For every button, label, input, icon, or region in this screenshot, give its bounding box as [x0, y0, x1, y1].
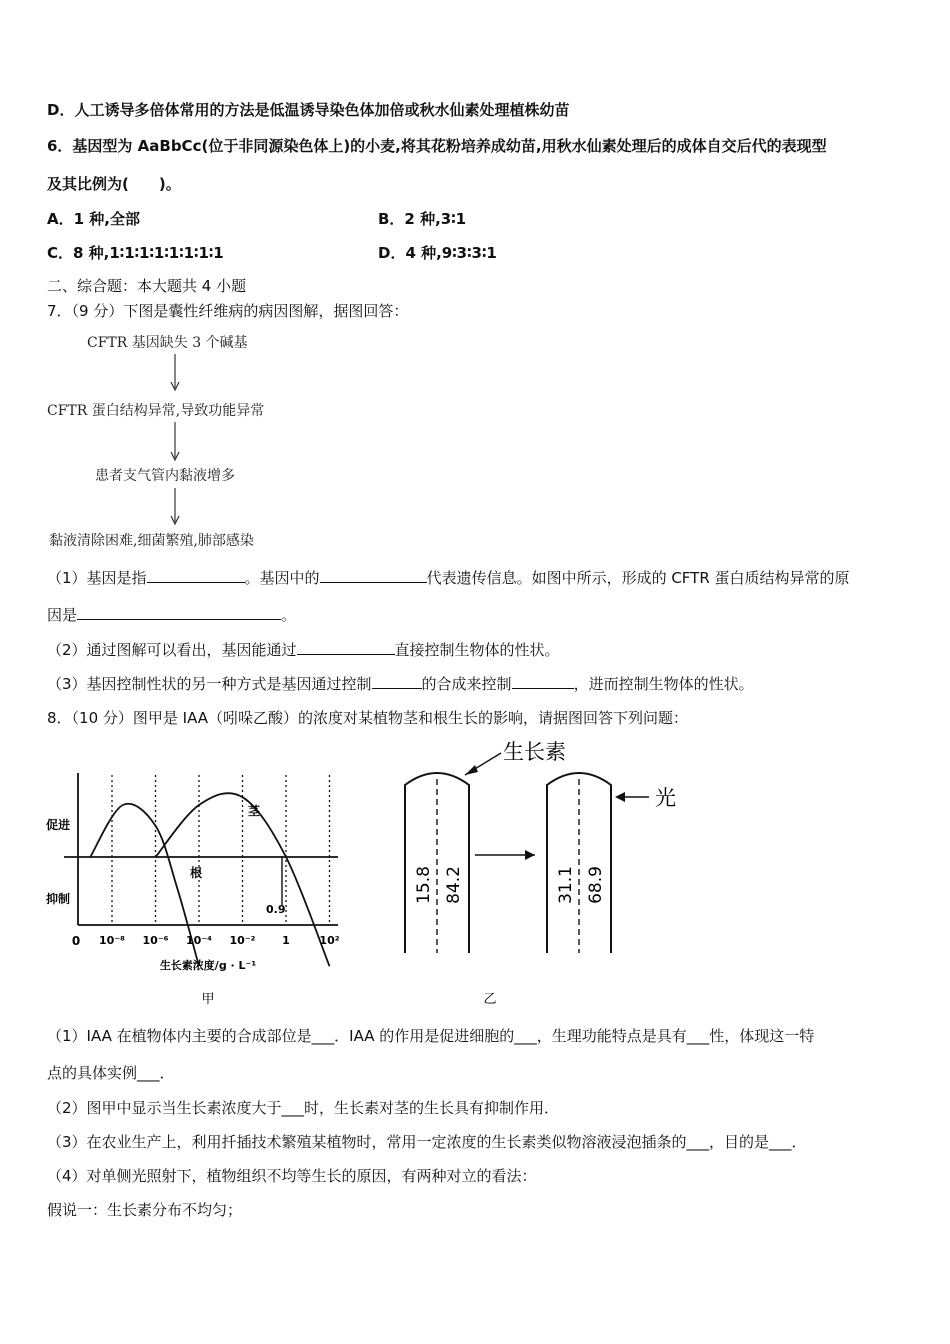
blank-5[interactable] [372, 673, 422, 689]
gridlines [112, 775, 330, 925]
blank-3[interactable] [77, 604, 281, 620]
q8-part3: （3）在农业生产上，利用扦插技术繁殖某植物时，常用一定浓度的生长素类似物溶液浸泡插条的___，目的是___． [47, 1133, 807, 1151]
q6-stem-line2: 及其比例为( )。 [47, 175, 181, 193]
q6-option-d: D．4 种,9∶3∶3∶1 [378, 244, 497, 262]
q7-p2-text-a: （2）通过图解可以看出，基因能通过 [47, 641, 297, 659]
q7-part2 [47, 639, 560, 660]
x-axis-label: 生长素浓度/g · L⁻¹ [159, 959, 257, 972]
flow-arrow-3 [169, 488, 181, 526]
y-label-promote: 促进 [46, 818, 71, 832]
figure-jia-chart [40, 735, 360, 1015]
q7-part1-line1 [47, 567, 850, 588]
q7-p1-text-c: 代表遗传信息。如图中所示，形成的 CFTR 蛋白质结构异常的原 [426, 569, 850, 587]
y-label-inhibit: 抑制 [46, 892, 71, 906]
q7-part1-line2 [47, 604, 296, 625]
x-tick-label: 1 [282, 934, 290, 947]
figure-yi-diagram [395, 735, 695, 1015]
transition-arrowhead [525, 850, 535, 860]
q8-part2: （2）图甲中显示当生长素浓度大于___时，生长素对茎的生长具有抑制作用． [47, 1099, 560, 1117]
light-arrowhead [615, 792, 625, 802]
root-label: 根 [190, 866, 203, 880]
origin-label: 0 [71, 934, 81, 948]
x-tick-label: 10⁻⁶ [142, 934, 169, 947]
stem-label: 茎 [248, 804, 261, 818]
q8-stem: 8．（10 分）图甲是 IAA（吲哚乙酸）的浓度对某植物茎和根生长的影响，请据图回答下列问题： [47, 709, 689, 727]
left-value-2: 84.2 [444, 866, 464, 904]
left-value-1: 15.8 [414, 866, 434, 904]
q6-option-b: B．2 种,3∶1 [378, 210, 467, 228]
blank-1[interactable] [147, 567, 245, 583]
flow-step-1: CFTR 基因缺失 3 个碱基 [87, 335, 248, 351]
q7-p3-text-c: ，进而控制生物体的性状。 [573, 675, 754, 693]
q7-p3-text-a: （3）基因控制性状的另一种方式是基因通过控制 [47, 675, 372, 693]
q7-p2-text-b: 直接控制生物体的性状。 [394, 641, 560, 659]
figure-yi-caption: 乙 [483, 992, 497, 1007]
figure-jia-caption: 甲 [201, 992, 215, 1007]
q8-hypothesis1: 假说一：生长素分布不均匀； [47, 1201, 243, 1219]
marker-label: 0.9 [266, 903, 286, 916]
right-value-2: 68.9 [586, 866, 606, 904]
x-tick-label: 10⁻⁸ [99, 934, 125, 947]
q8-part4: （4）对单侧光照射下，植物组织不均等生长的原因，有两种对立的看法： [47, 1167, 537, 1185]
flow-step-2: CFTR 蛋白结构异常,导致功能异常 [47, 403, 265, 419]
flow-step-3: 患者支气管内黏液增多 [95, 468, 235, 484]
section-title: 二、综合题：本大题共 4 小题 [47, 277, 247, 295]
flow-arrow-2 [169, 422, 181, 462]
q6-option-c: C．8 种,1∶1∶1∶1∶1∶1∶1∶1 [47, 244, 224, 262]
q8-part1-line1: （1）IAA 在植物体内主要的合成部位是___．IAA 的作用是促进细胞的___，生理功能特点是具有___性，体现这一特 [47, 1027, 815, 1045]
q7-flow-diagram [47, 330, 307, 550]
q7-p1-text-d: 因是 [47, 606, 78, 624]
x-tick-label: 10² [319, 934, 340, 947]
q7-p1-text-a: （1）基因是指 [47, 569, 147, 587]
x-tick-label: 10⁻⁴ [186, 934, 212, 947]
q6-stem-line1: 6．基因型为 AaBbCc(位于非同源染色体上)的小麦,将其花粉培养成幼苗,用秋水仙素处理后的成体自交后代的表现型 [47, 137, 827, 155]
q6-option-a: A．1 种,全部 [47, 210, 140, 228]
flow-step-4: 黏液清除困难,细菌繁殖,肺部感染 [49, 533, 254, 549]
right-value-1: 31.1 [556, 866, 576, 904]
light-label: 光 [655, 786, 676, 810]
flow-arrow-1 [169, 354, 181, 392]
blank-6[interactable] [512, 673, 574, 689]
q7-p1-text-b: 。基因中的 [244, 569, 320, 587]
q5-option-d: D．人工诱导多倍体常用的方法是低温诱导染色体加倍或秋水仙素处理植株幼苗 [47, 101, 570, 119]
x-ticks [99, 934, 340, 947]
blank-2[interactable] [320, 567, 427, 583]
q8-part1-line2: 点的具体实例___． [47, 1064, 175, 1082]
blank-4[interactable] [297, 639, 395, 655]
auxin-arrowhead [465, 765, 478, 775]
q7-stem: 7．（9 分）下图是囊性纤维病的病因图解，据图回答： [47, 302, 409, 320]
q7-p1-text-e: 。 [281, 606, 297, 624]
q7-part3 [47, 673, 754, 694]
q7-p3-text-b: 的合成来控制 [421, 675, 512, 693]
x-tick-label: 10⁻² [229, 934, 256, 947]
auxin-label: 生长素 [503, 740, 566, 764]
